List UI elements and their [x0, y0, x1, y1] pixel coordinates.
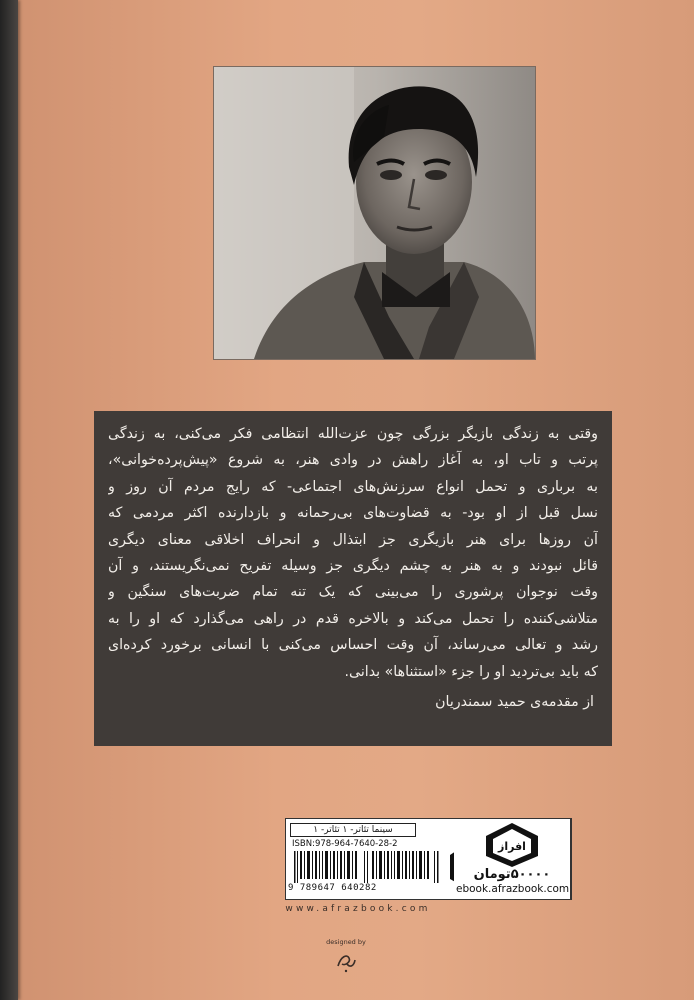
barcode-digits: 9 789647 640282: [288, 883, 377, 893]
portrait-photo: [214, 67, 535, 359]
designer-signature: [333, 948, 359, 976]
publisher-price-panel: [454, 818, 571, 900]
blurb-line: که باید بی‌تردید او را جزء «استثناها» بدانی.: [344, 663, 598, 680]
designer-signature-icon: [333, 948, 359, 976]
barcode-icon: [294, 851, 440, 883]
blurb-line: نسل قبل از او بود- به قضاوت‌های بی‌رحمانه و بازدارنده اکثر مردمی که: [108, 505, 598, 522]
blurb-source: از مقدمه‌ی حمید سمندریان: [435, 694, 594, 711]
portrait-image: [214, 67, 535, 359]
blurb-line: متلاشی‌کننده را تحمل می‌کند و بالاخره قدم در راهی می‌گذارد که او را به: [108, 610, 598, 627]
ebook-url: ebook.afrazbook.com: [456, 883, 570, 895]
blurb-panel: [94, 411, 612, 746]
blurb-line: به برباری و تحمل انواع سرزنش‌های اجتماعی- که رایج مردم آن روز و: [108, 478, 598, 495]
publisher-logo-icon: [484, 822, 540, 868]
series-label: سینما تئاتر- ۱ تئاتر- ۱: [290, 823, 416, 837]
price-label: ۵۰۰۰۰تومان: [473, 867, 551, 882]
blurb-line: وقت نوجوان پرشوری را می‌بینی که یک تنه تمام ضربت‌های سنگین و: [108, 584, 598, 601]
blurb-line: پرتب و تاب او، به آغاز راهش در وادی هنر، به شروع «پیش‌پرده‌خوانی»،: [108, 452, 598, 469]
blurb-line: قائل نبودند و به هنر به چشم دیگری جز وسیله تفریح نمی‌نگریستند، و آن: [108, 558, 598, 575]
svg-text:افراز: افراز: [498, 840, 526, 853]
blurb-line: رشد و تعالی می‌رساند، آن وقت احساس می‌کنی با انسانی برخورد کرده‌ای: [108, 637, 598, 654]
blurb-line: آن روزها برای هنر بازیگری جز ابتذال و انحراف اخلاقی معنای دیگری: [108, 531, 598, 548]
isbn-text: ISBN:978-964-7640-28-2: [292, 839, 398, 849]
blurb-line: وقتی به زندگی بازیگر بزرگی چون عزت‌الله انتظامی فکر می‌کنی، به زندگی: [108, 426, 598, 442]
publisher-website: www.afrazbook.com: [285, 904, 431, 914]
book-spine: [0, 0, 18, 1000]
designed-by-label: designed by: [326, 938, 366, 946]
barcode: [294, 851, 440, 883]
